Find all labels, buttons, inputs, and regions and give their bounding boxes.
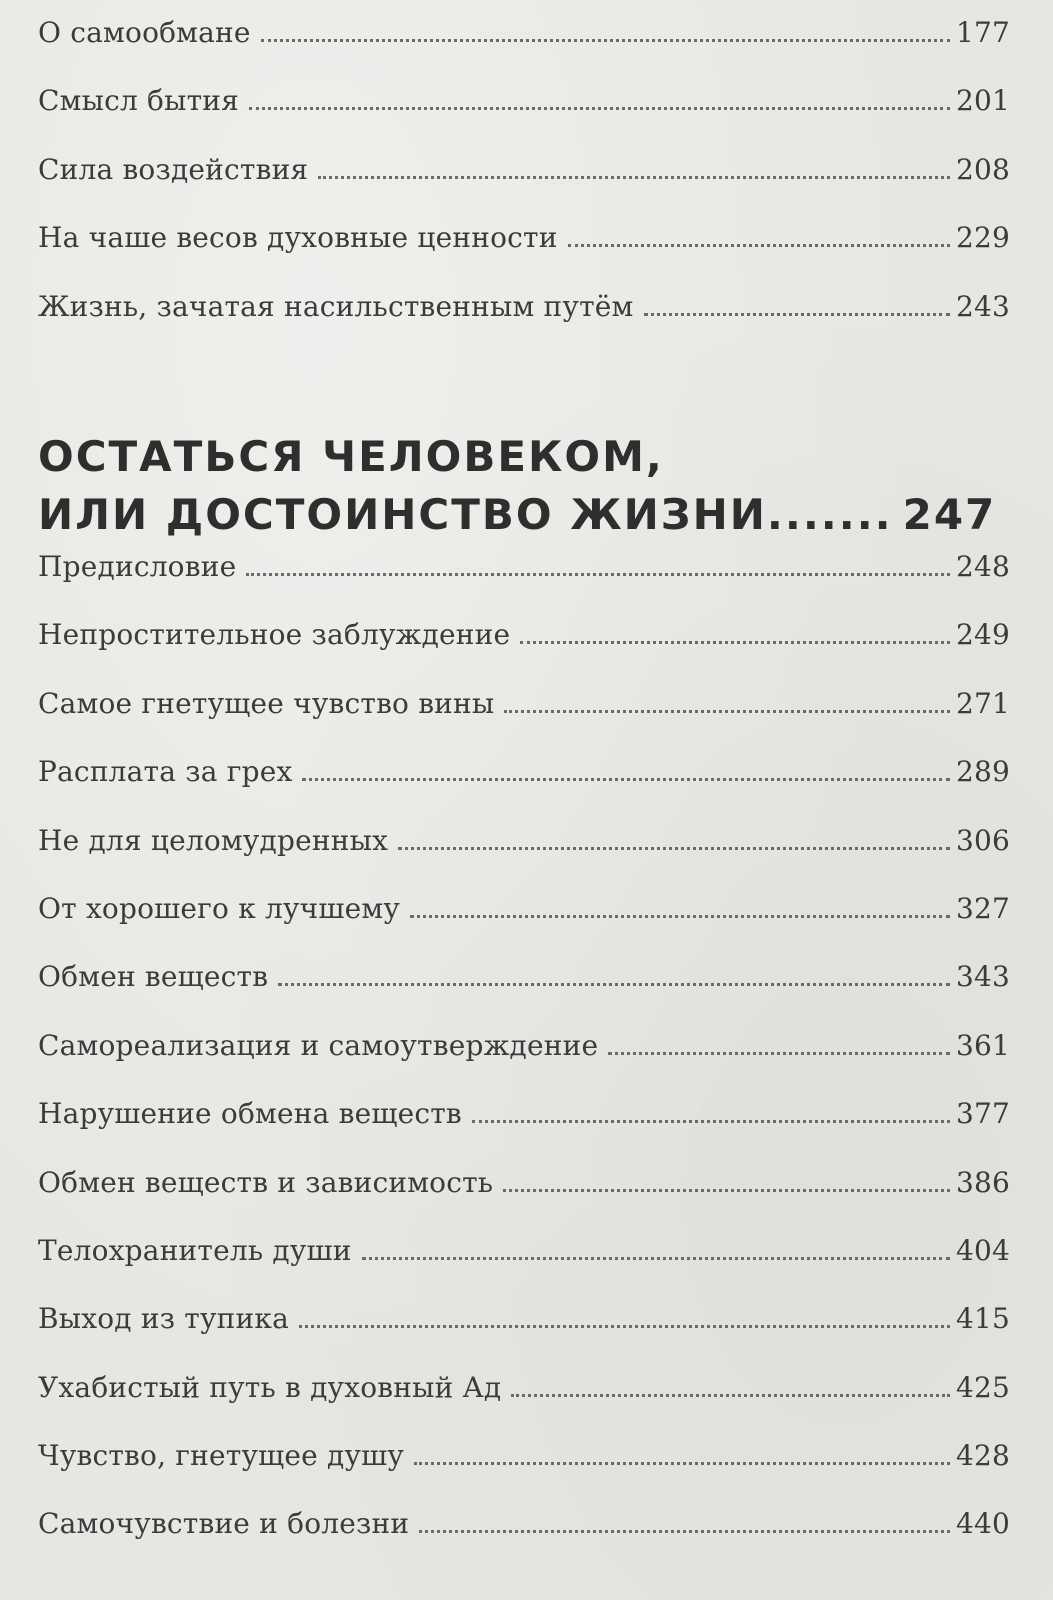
toc-entry [38,892,1010,960]
toc-entry-page: 440 [955,1507,1010,1541]
toc-entry [38,221,1010,289]
dot-leader [520,641,950,644]
dot-leader [472,1120,950,1123]
toc-entry-title: Выход из тупика [38,1302,289,1336]
toc-entry-title: Обмен веществ и зависимость [38,1165,494,1199]
toc-entry [38,84,1010,152]
section-dot-leader: ....... [766,490,893,539]
section-heading [38,428,1010,544]
dot-leader [299,1325,950,1328]
toc-entry-title: От хорошего к лучшему [38,891,401,925]
toc-entry-page: 249 [955,618,1010,652]
toc-entry [38,1371,1010,1439]
toc-entry-title: Расплата за грех [38,755,293,789]
dot-leader [261,39,950,42]
dot-leader [644,313,950,316]
section-heading-line-1 [38,428,1010,486]
toc-entry-title: Нарушение обмена веществ [38,1097,462,1131]
dot-leader [246,573,950,576]
toc-entry-page: 177 [955,16,1010,49]
toc-entry [38,618,1010,686]
toc-entry [38,1507,1010,1575]
dot-leader [302,778,949,781]
toc-entry [38,1029,1010,1097]
section-title-line-1: ОСТАТЬСЯ ЧЕЛОВЕКОМ, [38,432,664,481]
toc-entry-page: 208 [955,152,1010,186]
toc-entry [38,1166,1010,1234]
dot-leader [249,107,950,110]
section-heading-line-2 [38,486,1010,544]
toc-list-section [38,550,1010,1576]
dot-leader [419,1530,950,1533]
toc-entry-title: Телохранитель души [38,1233,352,1267]
dot-leader [318,176,950,179]
section-title-line-2: ИЛИ ДОСТОИНСТВО ЖИЗНИ [38,490,767,539]
toc-entry-page: 361 [955,1028,1010,1062]
toc-entry [38,1097,1010,1165]
toc-entry-title: Обмен веществ [38,960,269,994]
section-page-number: 247 [902,490,997,539]
toc-entry-page: 271 [955,686,1010,720]
toc-entry-page: 229 [955,221,1010,255]
toc-entry [38,1439,1010,1507]
toc-entry-page: 289 [955,755,1010,789]
dot-leader [568,244,950,247]
toc-entry [38,755,1010,823]
dot-leader [608,1052,950,1055]
toc-entry-title: Сила воздействия [38,152,309,186]
toc-entry [38,687,1010,755]
toc-entry-title: Не для целомудренных [38,823,389,857]
toc-entry [38,153,1010,221]
toc-entry-title: Непростительное заблуждение [38,618,511,652]
toc-entry-page: 404 [955,1233,1010,1267]
toc-entry-title: Ухабистый путь в духовный Ад [38,1370,502,1404]
toc-entry [38,1302,1010,1370]
toc-entry-page: 327 [955,891,1010,925]
toc-entry-page: 306 [955,823,1010,857]
toc-entry-title: Самочувствие и болезни [38,1507,410,1541]
dot-leader [503,1189,950,1192]
dot-leader [362,1257,950,1260]
dot-leader [504,710,950,713]
toc-entry-page: 386 [955,1165,1010,1199]
dot-leader [398,847,950,850]
dot-leader [414,1462,950,1465]
toc-entry-page: 343 [955,960,1010,994]
toc-entry-page: 248 [955,550,1010,583]
toc-entry [38,550,1010,618]
toc-entry-title: На чаше весов духовные ценности [38,221,558,255]
dot-leader [410,915,950,918]
toc-entry-page: 425 [955,1370,1010,1404]
toc-entry [38,16,1010,84]
dot-leader [511,1394,950,1397]
dot-leader [278,983,950,986]
toc-entry-title: Смысл бытия [38,84,240,118]
toc-list-top [38,16,1010,358]
toc-entry-title: Самореализация и самоутверждение [38,1028,599,1062]
toc-entry-page: 201 [955,84,1010,118]
toc-entry-page: 377 [955,1097,1010,1131]
toc-entry [38,1234,1010,1302]
toc-entry-title: Предисловие [38,550,237,583]
toc-entry [38,824,1010,892]
toc-entry-page: 415 [955,1302,1010,1336]
toc-entry-title: Жизнь, зачатая насильственным путём [38,289,634,323]
toc-entry-title: О самообмане [38,16,251,49]
toc-entry [38,960,1010,1028]
toc-entry-page: 243 [955,289,1010,323]
toc-entry-title: Самое гнетущее чувство вины [38,686,495,720]
toc-entry-title: Чувство, гнетущее душу [38,1439,405,1473]
toc-entry [38,290,1010,358]
toc-entry-page: 428 [955,1439,1010,1473]
